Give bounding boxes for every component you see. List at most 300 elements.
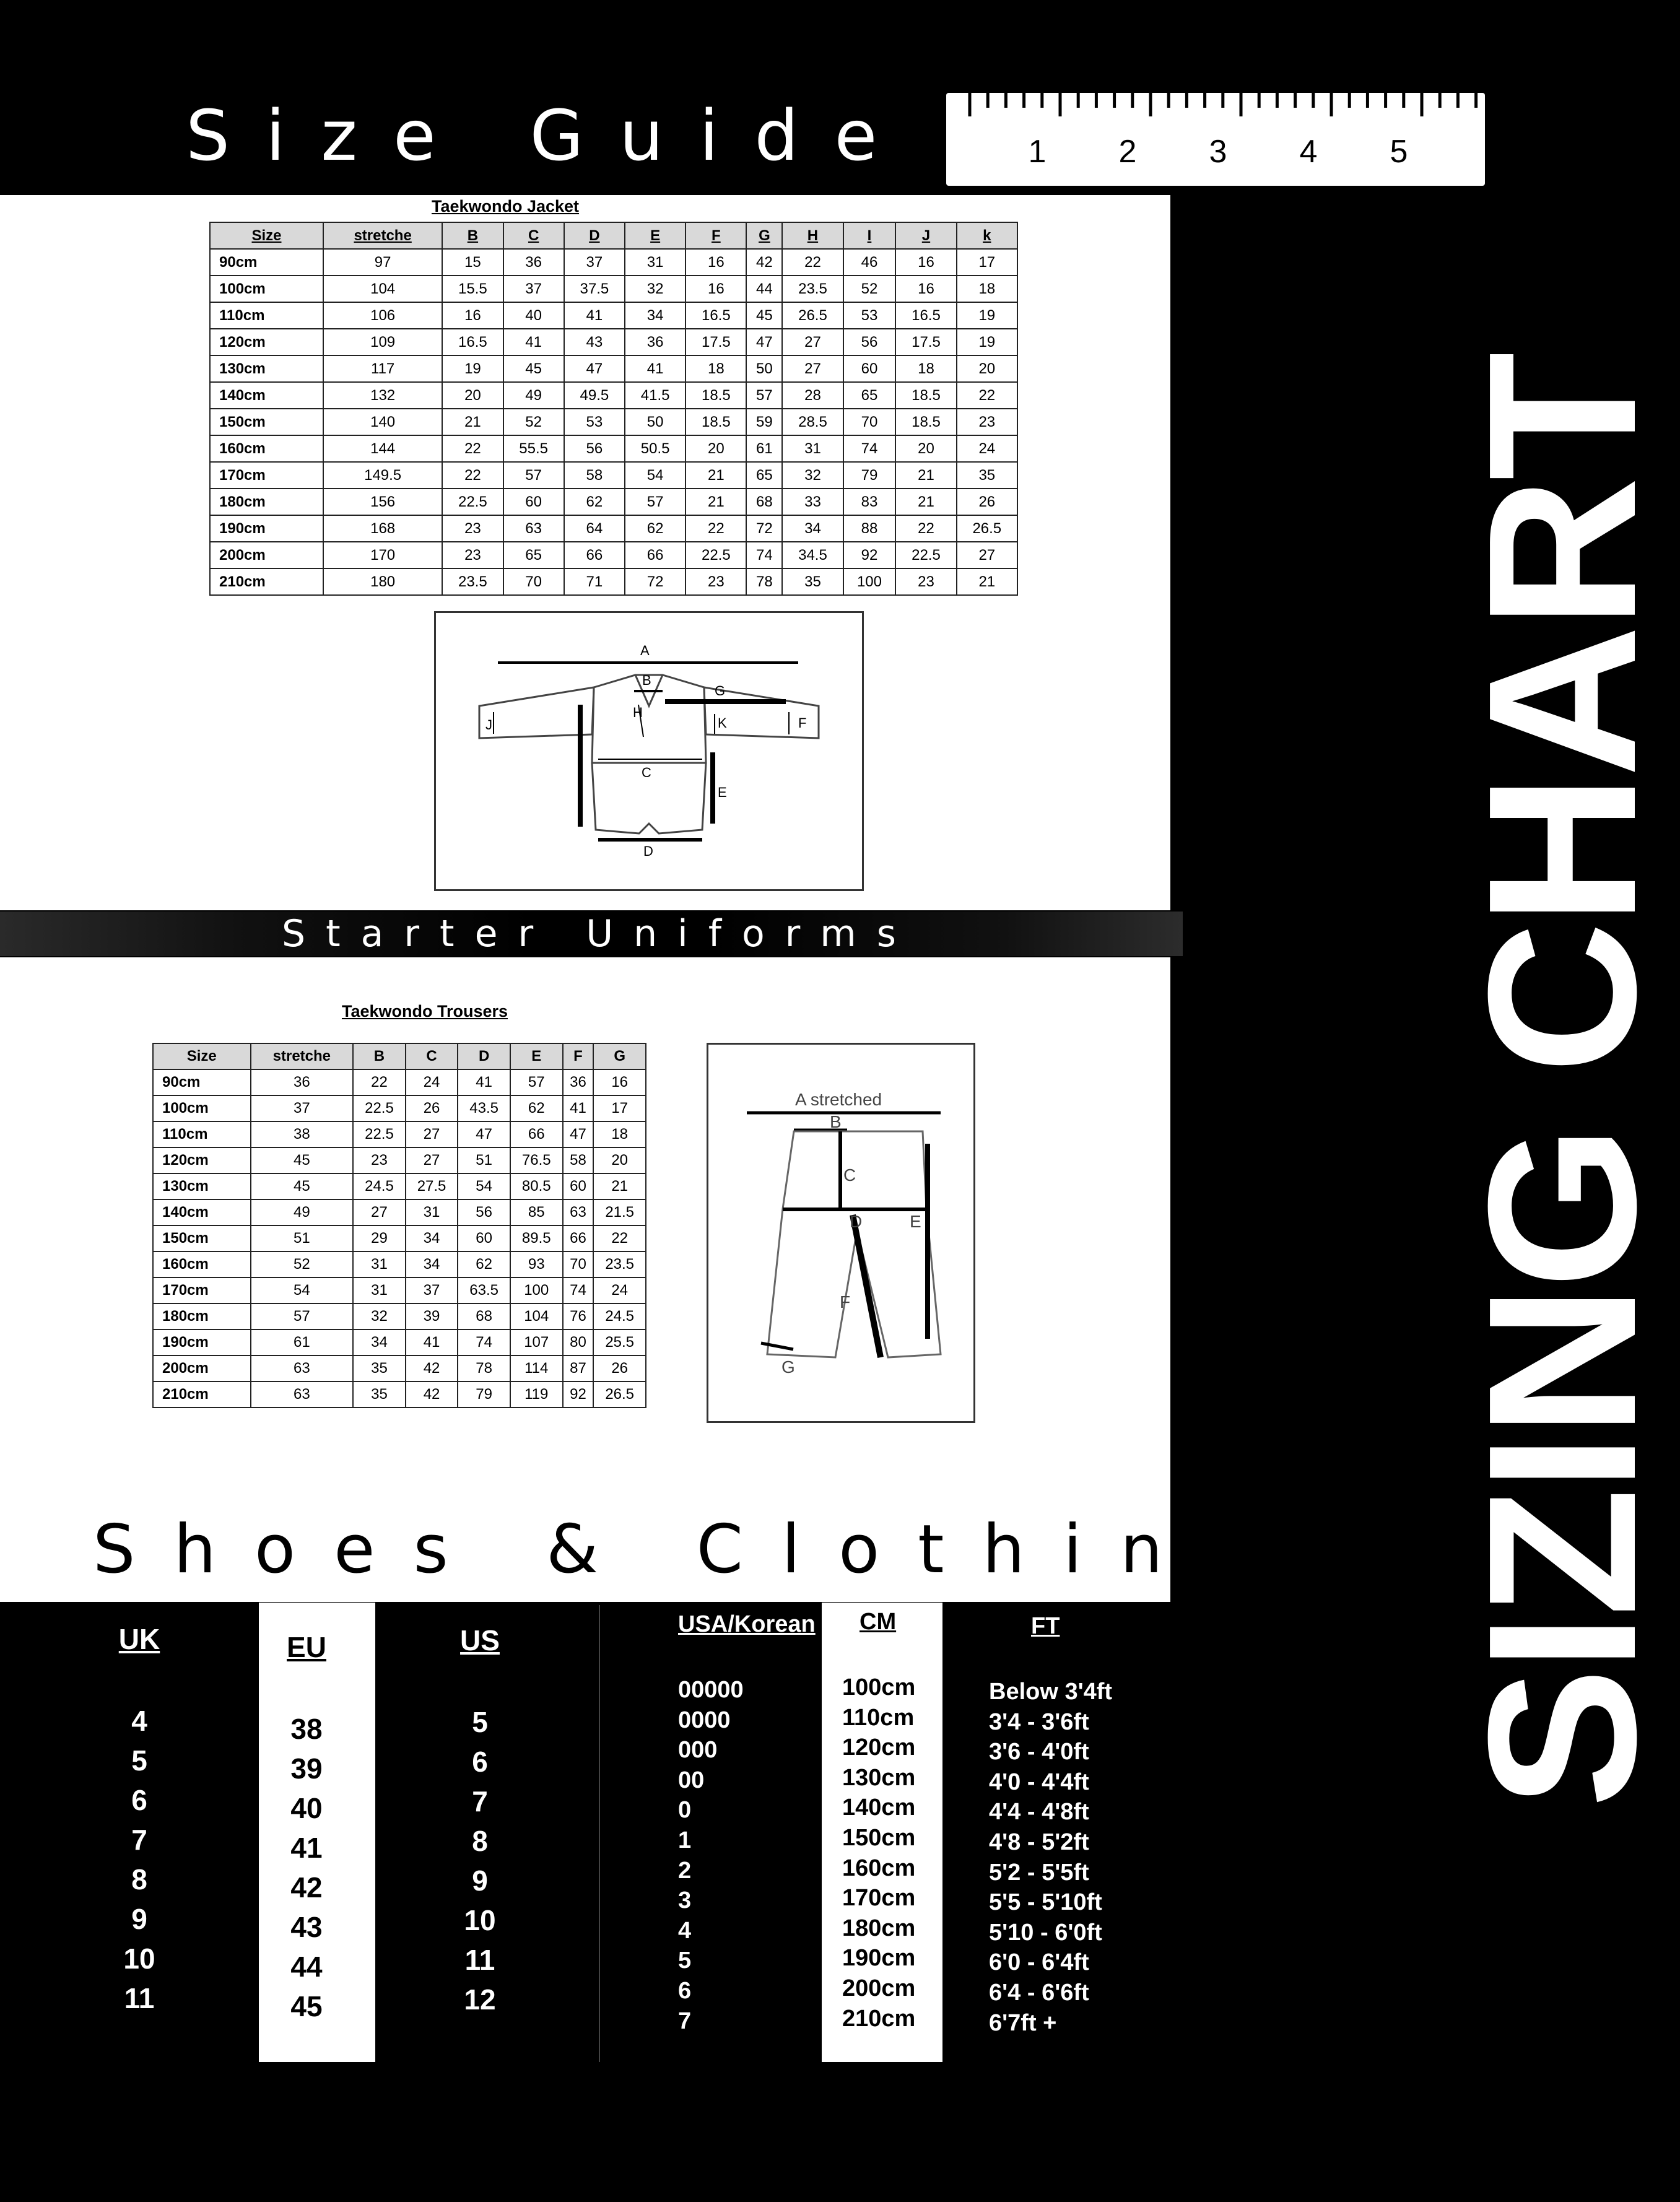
measurement-cell: 92 xyxy=(843,542,896,568)
diagram-label: D xyxy=(850,1212,863,1231)
measurement-cell: 19 xyxy=(957,302,1017,329)
measurement-cell: 22 xyxy=(895,515,956,542)
measurement-cell: 54 xyxy=(625,462,685,489)
measurement-cell: 26.5 xyxy=(782,302,843,329)
measurement-cell: 34 xyxy=(353,1329,406,1356)
measurement-cell: 79 xyxy=(843,462,896,489)
measurement-cell: 50.5 xyxy=(625,435,685,462)
measurement-cell: 31 xyxy=(353,1251,406,1277)
measurement-cell: 17.5 xyxy=(685,329,746,355)
diagram-label: E xyxy=(910,1212,921,1231)
jacket-column-header: k xyxy=(957,222,1017,249)
diagram-label: F xyxy=(840,1292,851,1312)
measurement-cell: 22.5 xyxy=(353,1121,406,1147)
ft-value: Below 3'4ft xyxy=(989,1679,1113,1705)
cm-value: 110cm xyxy=(842,1704,915,1731)
measurement-cell: 22 xyxy=(782,249,843,276)
measurement-cell: 50 xyxy=(625,409,685,435)
measurement-cell: 23 xyxy=(442,542,503,568)
measurement-cell: 60 xyxy=(563,1173,594,1199)
measurement-cell: 66 xyxy=(625,542,685,568)
measurement-cell: 26 xyxy=(406,1095,458,1121)
korean-value: 00 xyxy=(678,1767,705,1793)
measurement-cell: 31 xyxy=(406,1199,458,1225)
table-row xyxy=(210,302,1017,329)
measurement-cell: 24.5 xyxy=(353,1173,406,1199)
measurement-cell: 24 xyxy=(957,435,1017,462)
jacket-column-header: Size xyxy=(210,222,323,249)
size-cell: 180cm xyxy=(210,489,323,515)
measurement-cell: 19 xyxy=(442,355,503,382)
eu-value: 39 xyxy=(290,1752,323,1785)
measurement-cell: 28 xyxy=(782,382,843,409)
measurement-cell: 62 xyxy=(564,489,625,515)
measurement-cell: 65 xyxy=(843,382,896,409)
us-value: 6 xyxy=(472,1746,488,1778)
diagram-label: C xyxy=(642,765,651,780)
table-row xyxy=(210,435,1017,462)
ft-value: 6'4 - 6'6ft xyxy=(989,1979,1089,2006)
measurement-cell: 18.5 xyxy=(895,409,956,435)
ft-value: 5'2 - 5'5ft xyxy=(989,1859,1089,1886)
measurement-cell: 41 xyxy=(564,302,625,329)
table-row xyxy=(153,1069,646,1095)
korean-value: 5 xyxy=(678,1947,692,1974)
measurement-cell: 51 xyxy=(251,1225,354,1251)
measurement-cell: 43.5 xyxy=(458,1095,510,1121)
measurement-cell: 72 xyxy=(746,515,782,542)
table-row xyxy=(153,1147,646,1173)
ft-value: 4'8 - 5'2ft xyxy=(989,1829,1089,1855)
ruler-number: 1 xyxy=(1028,134,1047,170)
table-row xyxy=(210,329,1017,355)
table-row xyxy=(153,1382,646,1408)
measurement-cell: 18.5 xyxy=(685,409,746,435)
measurement-cell: 38 xyxy=(251,1121,354,1147)
size-cell: 100cm xyxy=(210,276,323,302)
cm-size-column xyxy=(842,1609,935,2034)
ft-value: 4'4 - 4'8ft xyxy=(989,1799,1089,1826)
measurement-cell: 57 xyxy=(625,489,685,515)
measurement-cell: 104 xyxy=(510,1303,563,1329)
measurement-cell: 58 xyxy=(563,1147,594,1173)
measurement-cell: 22 xyxy=(593,1225,646,1251)
diagram-label: K xyxy=(718,715,727,731)
ruler-number: 2 xyxy=(1118,134,1137,170)
measurement-cell: 132 xyxy=(323,382,442,409)
measurement-cell: 21 xyxy=(593,1173,646,1199)
size-cell: 140cm xyxy=(210,382,323,409)
us-value: 7 xyxy=(472,1785,488,1817)
ft-value: 3'4 - 3'6ft xyxy=(989,1708,1089,1735)
measurement-cell: 35 xyxy=(353,1356,406,1382)
size-cell: 130cm xyxy=(153,1173,251,1199)
us-value: 11 xyxy=(464,1944,495,1976)
size-cell: 170cm xyxy=(210,462,323,489)
measurement-cell: 49 xyxy=(251,1199,354,1225)
sizing-chart-vertical-title: SIZING CHART xyxy=(1445,355,1680,1808)
uk-value: 4 xyxy=(131,1705,147,1737)
measurement-cell: 63 xyxy=(251,1382,354,1408)
measurement-cell: 49 xyxy=(503,382,564,409)
size-cell: 190cm xyxy=(153,1329,251,1356)
measurement-cell: 54 xyxy=(251,1277,354,1303)
trousers-column-header: G xyxy=(593,1043,646,1069)
measurement-cell: 100 xyxy=(510,1277,563,1303)
table-row xyxy=(210,462,1017,489)
uk-value: 7 xyxy=(131,1824,147,1856)
measurement-cell: 37 xyxy=(564,249,625,276)
table-row xyxy=(153,1303,646,1329)
eu-value: 38 xyxy=(290,1713,323,1745)
table-row xyxy=(153,1277,646,1303)
diagram-label: E xyxy=(718,785,727,800)
measurement-cell: 23.5 xyxy=(442,568,503,595)
measurement-cell: 22 xyxy=(442,435,503,462)
measurement-cell: 18 xyxy=(895,355,956,382)
trousers-column-header: F xyxy=(563,1043,594,1069)
measurement-cell: 60 xyxy=(458,1225,510,1251)
uk-value: 8 xyxy=(131,1863,147,1895)
trousers-table-caption: Taekwondo Trousers xyxy=(341,1002,508,1020)
table-row xyxy=(210,355,1017,382)
measurement-cell: 41.5 xyxy=(625,382,685,409)
measurement-cell: 119 xyxy=(510,1382,563,1408)
table-row xyxy=(153,1356,646,1382)
measurement-cell: 53 xyxy=(564,409,625,435)
measurement-cell: 37 xyxy=(406,1277,458,1303)
jacket-column-header: H xyxy=(782,222,843,249)
uk-size-column xyxy=(105,1622,173,2021)
measurement-cell: 45 xyxy=(251,1147,354,1173)
size-cell: 90cm xyxy=(210,249,323,276)
measurement-cell: 76.5 xyxy=(510,1147,563,1173)
size-cell: 190cm xyxy=(210,515,323,542)
measurement-cell: 18 xyxy=(957,276,1017,302)
cm-value: 130cm xyxy=(842,1764,916,1791)
cm-header: CM xyxy=(860,1609,897,1635)
measurement-cell: 80.5 xyxy=(510,1173,563,1199)
measurement-cell: 46 xyxy=(843,249,896,276)
measurement-cell: 34 xyxy=(625,302,685,329)
jacket-column-header: I xyxy=(843,222,896,249)
size-cell: 100cm xyxy=(153,1095,251,1121)
measurement-cell: 35 xyxy=(353,1382,406,1408)
cm-value: 100cm xyxy=(842,1674,916,1700)
measurement-cell: 22 xyxy=(685,515,746,542)
trousers-measurement-icon xyxy=(708,1045,973,1421)
eu-value: 44 xyxy=(290,1951,323,1983)
measurement-cell: 74 xyxy=(458,1329,510,1356)
measurement-cell: 26 xyxy=(957,489,1017,515)
korean-value: 6 xyxy=(678,1977,692,2004)
measurement-cell: 18.5 xyxy=(685,382,746,409)
table-row xyxy=(153,1095,646,1121)
trousers-column-header: Size xyxy=(153,1043,251,1069)
table-row xyxy=(210,542,1017,568)
measurement-cell: 62 xyxy=(625,515,685,542)
diagram-label: C xyxy=(843,1165,856,1185)
diagram-label: F xyxy=(798,715,807,731)
korean-value: 7 xyxy=(678,2008,692,2034)
measurement-cell: 47 xyxy=(563,1121,594,1147)
jacket-column-header: C xyxy=(503,222,564,249)
korean-value: 4 xyxy=(678,1917,692,1944)
jacket-measurement-icon xyxy=(436,613,862,889)
uk-value: 6 xyxy=(131,1784,147,1816)
measurement-cell: 80 xyxy=(563,1329,594,1356)
ft-value: 3'6 - 4'0ft xyxy=(989,1739,1089,1765)
measurement-cell: 59 xyxy=(746,409,782,435)
measurement-cell: 170 xyxy=(323,542,442,568)
column-divider xyxy=(599,1605,600,2062)
table-row xyxy=(210,276,1017,302)
measurement-cell: 15.5 xyxy=(442,276,503,302)
uk-value: 11 xyxy=(124,1982,155,2014)
measurement-cell: 57 xyxy=(746,382,782,409)
measurement-cell: 114 xyxy=(510,1356,563,1382)
size-cell: 200cm xyxy=(153,1356,251,1382)
measurement-cell: 76 xyxy=(563,1303,594,1329)
measurement-cell: 62 xyxy=(458,1251,510,1277)
measurement-cell: 18.5 xyxy=(895,382,956,409)
size-cell: 200cm xyxy=(210,542,323,568)
korean-value: 0 xyxy=(678,1797,692,1824)
measurement-cell: 16 xyxy=(895,249,956,276)
measurement-cell: 32 xyxy=(353,1303,406,1329)
measurement-cell: 100 xyxy=(843,568,896,595)
korean-value: 2 xyxy=(678,1857,692,1884)
jacket-column-header: D xyxy=(564,222,625,249)
measurement-cell: 117 xyxy=(323,355,442,382)
ft-size-column xyxy=(989,1613,1150,2038)
measurement-cell: 36 xyxy=(503,249,564,276)
measurement-cell: 68 xyxy=(746,489,782,515)
us-header: US xyxy=(460,1624,500,1656)
eu-value: 40 xyxy=(290,1792,323,1824)
jacket-table-caption: Taekwondo Jacket xyxy=(431,197,580,215)
measurement-cell: 43 xyxy=(564,329,625,355)
measurement-cell: 64 xyxy=(564,515,625,542)
measurement-cell: 89.5 xyxy=(510,1225,563,1251)
table-row xyxy=(210,409,1017,435)
measurement-cell: 16.5 xyxy=(685,302,746,329)
measurement-cell: 57 xyxy=(503,462,564,489)
measurement-cell: 66 xyxy=(510,1121,563,1147)
ft-value: 5'10 - 6'0ft xyxy=(989,1919,1102,1946)
us-value: 10 xyxy=(464,1904,496,1936)
measurement-cell: 22 xyxy=(353,1069,406,1095)
measurement-cell: 168 xyxy=(323,515,442,542)
measurement-cell: 56 xyxy=(843,329,896,355)
korean-value: 1 xyxy=(678,1827,692,1853)
measurement-cell: 16 xyxy=(685,276,746,302)
measurement-cell: 21 xyxy=(895,489,956,515)
trousers-column-header: E xyxy=(510,1043,563,1069)
measurement-cell: 41 xyxy=(406,1329,458,1356)
size-cell: 120cm xyxy=(153,1147,251,1173)
measurement-cell: 42 xyxy=(746,249,782,276)
measurement-cell: 20 xyxy=(895,435,956,462)
measurement-cell: 34 xyxy=(782,515,843,542)
measurement-cell: 53 xyxy=(843,302,896,329)
size-cell: 130cm xyxy=(210,355,323,382)
jacket-column-header: E xyxy=(625,222,685,249)
measurement-cell: 54 xyxy=(458,1173,510,1199)
measurement-cell: 52 xyxy=(503,409,564,435)
measurement-cell: 42 xyxy=(406,1382,458,1408)
measurement-cell: 32 xyxy=(625,276,685,302)
size-cell: 160cm xyxy=(210,435,323,462)
ft-value: 5'5 - 5'10ft xyxy=(989,1889,1102,1916)
measurement-cell: 27.5 xyxy=(406,1173,458,1199)
jacket-column-header: stretche xyxy=(323,222,442,249)
us-value: 9 xyxy=(472,1865,488,1897)
measurement-cell: 70 xyxy=(503,568,564,595)
measurement-cell: 16 xyxy=(442,302,503,329)
measurement-cell: 57 xyxy=(510,1069,563,1095)
measurement-cell: 20 xyxy=(957,355,1017,382)
measurement-cell: 27 xyxy=(782,355,843,382)
measurement-cell: 26 xyxy=(593,1356,646,1382)
measurement-cell: 78 xyxy=(746,568,782,595)
measurement-cell: 88 xyxy=(843,515,896,542)
measurement-cell: 37 xyxy=(503,276,564,302)
table-row xyxy=(153,1251,646,1277)
measurement-cell: 21 xyxy=(685,489,746,515)
eu-header: EU xyxy=(287,1631,326,1663)
measurement-cell: 28.5 xyxy=(782,409,843,435)
measurement-cell: 21 xyxy=(685,462,746,489)
measurement-cell: 16 xyxy=(895,276,956,302)
measurement-cell: 26.5 xyxy=(593,1382,646,1408)
measurement-cell: 24 xyxy=(593,1277,646,1303)
korean-header: USA/Korean xyxy=(678,1611,816,1637)
measurement-cell: 93 xyxy=(510,1251,563,1277)
measurement-cell: 85 xyxy=(510,1199,563,1225)
measurement-cell: 156 xyxy=(323,489,442,515)
measurement-cell: 41 xyxy=(563,1095,594,1121)
measurement-cell: 74 xyxy=(843,435,896,462)
us-size-column xyxy=(446,1624,514,2022)
measurement-cell: 40 xyxy=(503,302,564,329)
measurement-cell: 23 xyxy=(895,568,956,595)
uk-value: 9 xyxy=(131,1903,147,1935)
trousers-diagram xyxy=(707,1043,975,1423)
size-cell: 210cm xyxy=(210,568,323,595)
measurement-cell: 23 xyxy=(685,568,746,595)
cm-value: 200cm xyxy=(842,1975,916,2001)
measurement-cell: 58 xyxy=(564,462,625,489)
korean-value: 00000 xyxy=(678,1677,744,1703)
jacket-column-header: J xyxy=(895,222,956,249)
measurement-cell: 52 xyxy=(843,276,896,302)
measurement-cell: 39 xyxy=(406,1303,458,1329)
diagram-label: D xyxy=(643,843,653,859)
measurement-cell: 22 xyxy=(957,382,1017,409)
measurement-cell: 18 xyxy=(593,1121,646,1147)
measurement-cell: 27 xyxy=(353,1199,406,1225)
measurement-cell: 22.5 xyxy=(442,489,503,515)
measurement-cell: 31 xyxy=(782,435,843,462)
measurement-cell: 109 xyxy=(323,329,442,355)
size-cell: 210cm xyxy=(153,1382,251,1408)
trousers-column-header: D xyxy=(458,1043,510,1069)
measurement-cell: 37 xyxy=(251,1095,354,1121)
cm-value: 120cm xyxy=(842,1734,916,1761)
ruler-number: 4 xyxy=(1299,134,1318,170)
table-row xyxy=(153,1329,646,1356)
jacket-column-header: F xyxy=(685,222,746,249)
table-row xyxy=(210,249,1017,276)
measurement-cell: 21.5 xyxy=(593,1199,646,1225)
measurement-cell: 20 xyxy=(442,382,503,409)
korean-value: 000 xyxy=(678,1737,718,1764)
starter-uniforms-heading: Starter Uniforms xyxy=(282,912,916,955)
measurement-cell: 22.5 xyxy=(895,542,956,568)
measurement-cell: 37.5 xyxy=(564,276,625,302)
measurement-cell: 106 xyxy=(323,302,442,329)
ft-value: 6'7ft + xyxy=(989,2009,1057,2036)
measurement-cell: 17 xyxy=(957,249,1017,276)
measurement-cell: 27 xyxy=(406,1121,458,1147)
page-title: Size Guide xyxy=(186,96,913,176)
measurement-cell: 24 xyxy=(406,1069,458,1095)
measurement-cell: 62 xyxy=(510,1095,563,1121)
measurement-cell: 60 xyxy=(843,355,896,382)
measurement-cell: 25.5 xyxy=(593,1329,646,1356)
measurement-cell: 41 xyxy=(503,329,564,355)
measurement-cell: 144 xyxy=(323,435,442,462)
measurement-cell: 23.5 xyxy=(593,1251,646,1277)
measurement-cell: 52 xyxy=(251,1251,354,1277)
measurement-cell: 87 xyxy=(563,1356,594,1382)
size-cell: 110cm xyxy=(210,302,323,329)
table-row xyxy=(210,382,1017,409)
measurement-cell: 29 xyxy=(353,1225,406,1251)
size-cell: 180cm xyxy=(153,1303,251,1329)
jacket-column-header: G xyxy=(746,222,782,249)
measurement-cell: 50 xyxy=(746,355,782,382)
measurement-cell: 36 xyxy=(563,1069,594,1095)
size-cell: 110cm xyxy=(153,1121,251,1147)
measurement-cell: 74 xyxy=(746,542,782,568)
measurement-cell: 35 xyxy=(957,462,1017,489)
measurement-cell: 45 xyxy=(503,355,564,382)
measurement-cell: 79 xyxy=(458,1382,510,1408)
cm-value: 170cm xyxy=(842,1885,916,1912)
measurement-cell: 65 xyxy=(746,462,782,489)
diagram-label: G xyxy=(715,683,726,698)
measurement-cell: 66 xyxy=(563,1225,594,1251)
measurement-cell: 34.5 xyxy=(782,542,843,568)
measurement-cell: 47 xyxy=(564,355,625,382)
measurement-cell: 65 xyxy=(503,542,564,568)
measurement-cell: 32 xyxy=(782,462,843,489)
eu-value: 41 xyxy=(290,1832,323,1864)
diagram-label: G xyxy=(781,1357,795,1377)
measurement-cell: 42 xyxy=(406,1356,458,1382)
us-value: 5 xyxy=(472,1706,488,1738)
measurement-cell: 92 xyxy=(563,1382,594,1408)
eu-size-column xyxy=(272,1630,341,2029)
measurement-cell: 27 xyxy=(406,1147,458,1173)
measurement-cell: 26.5 xyxy=(957,515,1017,542)
measurement-cell: 63 xyxy=(563,1199,594,1225)
size-cell: 140cm xyxy=(153,1199,251,1225)
measurement-cell: 20 xyxy=(685,435,746,462)
jacket-diagram xyxy=(434,611,864,891)
